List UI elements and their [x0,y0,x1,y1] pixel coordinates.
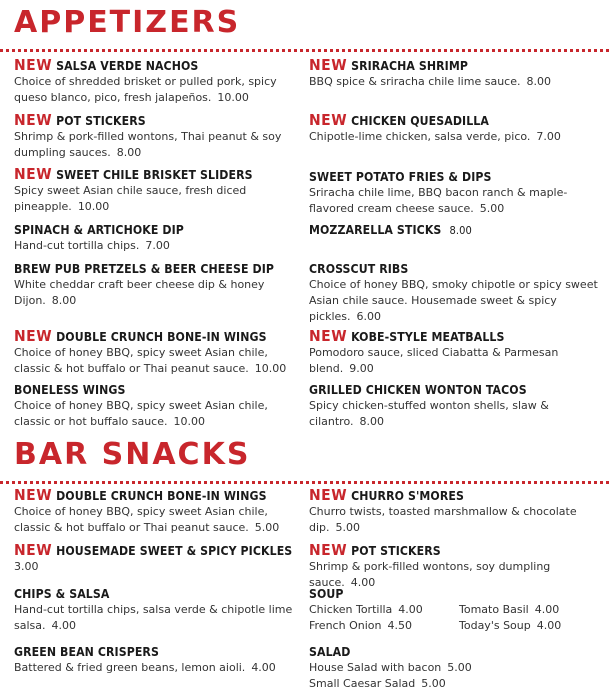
item-price: 10.00 [217,91,249,104]
item-price: 6.00 [356,310,382,323]
item-name: NEW KOBE-STYLE MEATBALLS [309,327,505,345]
item-description: Chipotle-lime chicken, salsa verde, pico. 7.00 [309,130,561,143]
item-description: Hand-cut tortilla chips. 7.00 [14,239,170,252]
item-price: 4.00 [350,576,376,589]
new-badge: NEW [309,56,348,74]
menu-item [14,113,299,161]
item-name: CHIPS & SALSA [14,587,110,601]
item-description [14,559,299,575]
menu-item [309,543,601,591]
item-name: NEW CHICKEN QUESADILLA [309,111,489,129]
item-price: 4.00 [51,619,76,632]
item-name: BREW PUB PRETZELS & BEER CHEESE DIP [14,262,275,276]
item-price: 5.00 [254,521,280,534]
menu-item [14,58,299,106]
item-price: 4.00 [251,661,276,674]
new-badge: NEW [14,165,53,183]
menu-item [14,383,299,430]
item-name: NEW SWEET CHILE BRISKET SLIDERS [14,165,253,183]
appetizers-title: APPETIZERS [14,5,241,40]
item-name: NEW POT STICKERS [309,541,441,559]
item-description: Choice of honey BBQ, spicy sweet Asian chile, classic & hot buffalo or Thai peanut sauce. 5.00 [14,505,280,534]
appetizers-divider [0,49,609,52]
salad-option: House Salad with bacon 5.00 [309,661,472,674]
item-name: NEW CHURRO S'MORES [309,486,464,504]
item-description: Choice of honey BBQ, spicy sweet Asian chile, classic or hot buffalo sauce. 10.00 [14,399,268,428]
item-price: 8.00 [526,75,551,88]
menu-item [14,543,299,575]
item-description: Choice of honey BBQ, smoky chipotle or spicy sweet Asian chile sauce. Housemade sweet & spicy pickles. 6.00 [309,278,598,323]
new-badge: NEW [14,541,53,559]
soup-option: Tomato Basil 4.00 [459,603,560,616]
item-description: Churro twists, toasted marshmallow & chocolate dip. 5.00 [309,505,577,534]
menu-item [309,383,601,430]
item-price: 5.00 [335,521,361,534]
menu-item [309,170,601,217]
menu-item [309,113,601,145]
item-name: CROSSCUT RIBS [309,262,409,276]
item-price: 8.00 [359,415,384,428]
item-price: 10.00 [77,200,110,213]
item-price: 10.00 [254,362,287,375]
item-description: Choice of shredded brisket or pulled pork, spicy queso blanco, pico, fresh jalapeños. 10.00 [14,75,277,104]
menu-item [14,329,299,377]
menu-item [309,488,601,536]
menu-item [309,223,601,238]
salad-item [309,645,601,692]
menu-item [14,587,299,634]
item-description: BBQ spice & sriracha chile lime sauce. 8.00 [309,75,551,88]
item-name: BONELESS WINGS [14,383,126,397]
bar-snacks-title: BAR SNACKS [14,437,251,472]
item-name: GRILLED CHICKEN WONTON TACOS [309,383,527,397]
item-price: 8.00 [449,224,472,237]
item-price: 5.00 [479,202,505,215]
menu-item [309,329,601,377]
item-name: NEW SALSA VERDE NACHOS [14,56,199,74]
item-price: 3.00 [14,560,39,573]
item-price: 9.00 [349,362,374,375]
soup-option: French Onion 4.50 [309,619,412,632]
item-description: Battered & fried green beans, lemon aioli. 4.00 [14,661,276,674]
salad-option: Small Caesar Salad 5.00 [309,677,446,690]
item-description: Shrimp & pork-filled wontons, Thai peanut & soy dumpling sauces. 8.00 [14,130,282,159]
item-description: Hand-cut tortilla chips, salsa verde & chipotle lime salsa. 4.00 [14,603,293,632]
item-name: NEW HOUSEMADE SWEET & SPICY PICKLES [14,541,293,559]
new-badge: NEW [14,327,53,345]
item-description: Spicy chicken-stuffed wonton shells, slaw & cilantro. 8.00 [309,399,549,428]
item-description: Sriracha chile lime, BBQ bacon ranch & maple-flavored cream cheese sauce. 5.00 [309,186,568,215]
menu-item [309,262,601,325]
menu-item [14,488,299,536]
new-badge: NEW [14,111,53,129]
item-name: NEW DOUBLE CRUNCH BONE-IN WINGS [14,327,267,345]
soup-option: Chicken Tortilla 4.00 [309,603,423,616]
menu-item [14,645,299,676]
item-name: NEW POT STICKERS [14,111,146,129]
bar-snacks-divider [0,481,609,484]
item-price: 10.00 [173,415,205,428]
menu-item [14,262,299,309]
new-badge: NEW [309,327,348,345]
new-badge: NEW [309,541,348,559]
menu-item [14,167,299,215]
item-description: Shrimp & pork-filled wontons, soy dumpling sauce. 4.00 [309,560,551,589]
item-name: SPINACH & ARTICHOKE DIP [14,223,184,237]
item-description: White cheddar craft beer cheese dip & honey Dijon. 8.00 [14,278,265,307]
item-name: NEW SRIRACHA SHRIMP [309,56,469,74]
item-name: GREEN BEAN CRISPERS [14,645,159,659]
item-name: NEW DOUBLE CRUNCH BONE-IN WINGS [14,486,267,504]
soup-name: SOUP [309,587,344,601]
new-badge: NEW [309,111,348,129]
new-badge: NEW [14,486,53,504]
salad-name: SALAD [309,645,351,659]
item-description: Choice of honey BBQ, spicy sweet Asian chile, classic & hot buffalo or Thai peanut sauce. 10.00 [14,346,287,375]
item-price: 7.00 [145,239,170,252]
item-description: Pomodoro sauce, sliced Ciabatta & Parmesan blend. 9.00 [309,346,559,375]
menu-item [309,58,601,90]
soup-item [309,587,601,634]
item-price: 7.00 [536,130,561,143]
menu-item [14,223,299,254]
item-description: Spicy sweet Asian chile sauce, fresh diced pineapple. 10.00 [14,184,247,213]
item-name: SWEET POTATO FRIES & DIPS [309,170,492,184]
soup-option: Today's Soup 4.00 [459,619,562,632]
new-badge: NEW [14,56,53,74]
item-price: 8.00 [51,294,77,307]
item-name: MOZZARELLA STICKS 8.00 [309,223,472,237]
item-price: 8.00 [116,146,142,159]
new-badge: NEW [309,486,348,504]
